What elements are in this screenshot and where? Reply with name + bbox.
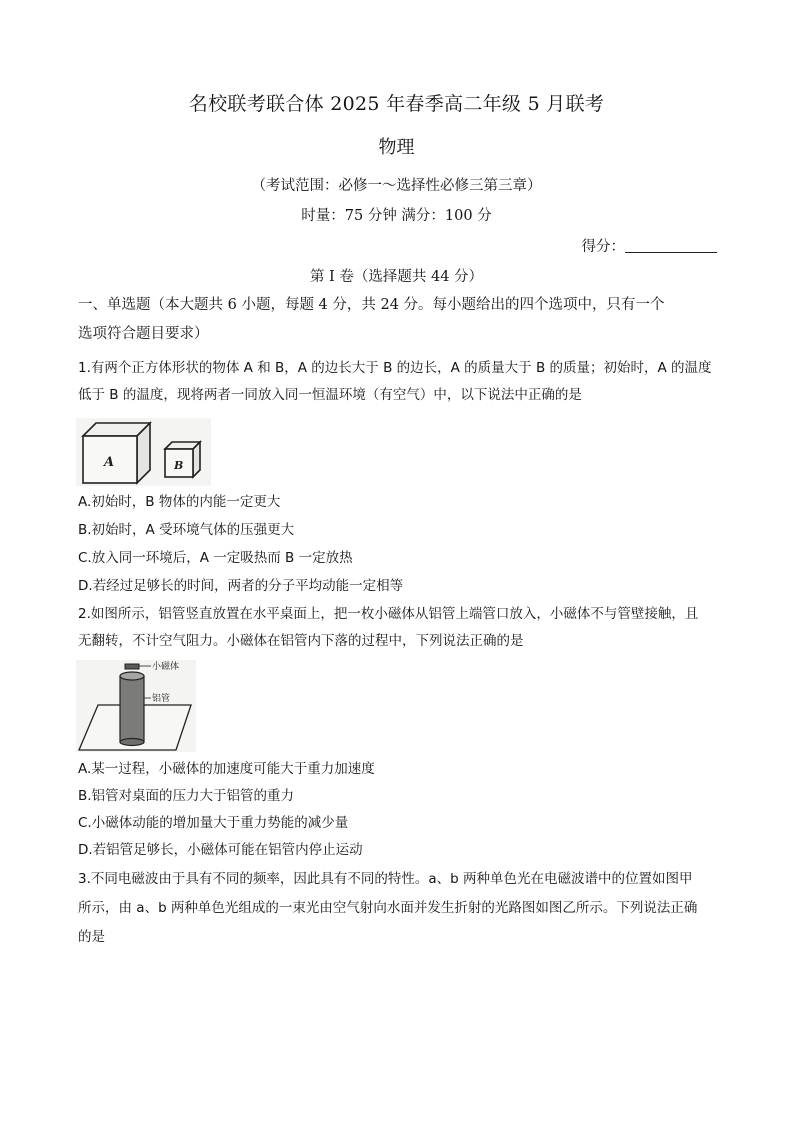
question-3-stem: 的是: [78, 929, 105, 945]
question-1-option-c: C.放入同一环境后，A 一定吸热而 B 一定放热: [78, 550, 353, 566]
question-1-option-a: A.初始时，B 物体的内能一定更大: [78, 494, 281, 510]
cube-b-label: B: [174, 459, 184, 472]
exam-scope: （考试范围：必修一～选择性必修三第三章）: [251, 178, 542, 194]
question-1-figure: [76, 418, 211, 486]
magnet-label: 小磁体: [152, 662, 180, 672]
aluminum-tube: [120, 676, 144, 742]
tube-label: 铝管: [152, 694, 171, 704]
question-2-option-d: D.若铝管足够长，小磁体可能在铝管内停止运动: [78, 842, 363, 858]
score-field: [582, 235, 718, 256]
question-2-stem: 2.如图所示，铝管竖直放置在水平桌面上，把一枚小磁体从铝管上端管口放入，小磁体不与管壁接触，且: [78, 606, 699, 622]
subject-title: 物理: [378, 137, 415, 158]
score-blank: [625, 237, 717, 253]
question-2-option-a: A.某一过程，小磁体的加速度可能大于重力加速度: [78, 761, 375, 777]
exam-title: 名校联考联合体 2025 年春季高二年级 5 月联考: [188, 93, 605, 115]
question-3-stem: 所示，由 a、b 两种单色光组成的一束光由空气射向水面并发生折射的光路图如图乙所示。下列说法正确: [78, 900, 698, 916]
question-1-option-b: B.初始时，A 受环境气体的压强更大: [78, 522, 295, 538]
section-title: 第 I 卷（选择题共 44 分）: [309, 269, 484, 285]
question-1-stem: 低于 B 的温度，现将两者一同放入同一恒温环境（有空气）中，以下说法中正确的是: [78, 387, 582, 403]
question-2-figure: [76, 660, 196, 752]
section-instruction: 一、单选题（本大题共 6 小题，每题 4 分，共 24 分。每小题给出的四个选项中，只有一个: [78, 297, 665, 313]
cube-a-label: A: [104, 455, 115, 470]
exam-timing: 时量：75 分钟 满分：100 分: [301, 208, 492, 224]
small-magnet: [125, 664, 139, 669]
question-2-option-b: B.铝管对桌面的压力大于铝管的重力: [78, 788, 295, 804]
question-2-stem: 无翻转，不计空气阻力。小磁体在铝管内下落的过程中，下列说法正确的是: [78, 633, 524, 649]
question-2-option-c: C.小磁体动能的增加量大于重力势能的减少量: [78, 815, 349, 831]
section-instruction: 选项符合题目要求）: [78, 326, 209, 342]
score-label: 得分：: [581, 239, 625, 255]
question-1-option-d: D.若经过足够长的时间，两者的分子平均动能一定相等: [78, 578, 404, 594]
cube-a: [83, 423, 150, 483]
question-3-stem: 3.不同电磁波由于具有不同的频率，因此具有不同的特性。a、b 两种单色光在电磁波谱中的位置如图甲: [78, 871, 693, 887]
question-1-stem: 1.有两个正方体形状的物体 A 和 B，A 的边长大于 B 的边长，A 的质量大于 B 的质量；初始时，A 的温度: [78, 360, 712, 376]
